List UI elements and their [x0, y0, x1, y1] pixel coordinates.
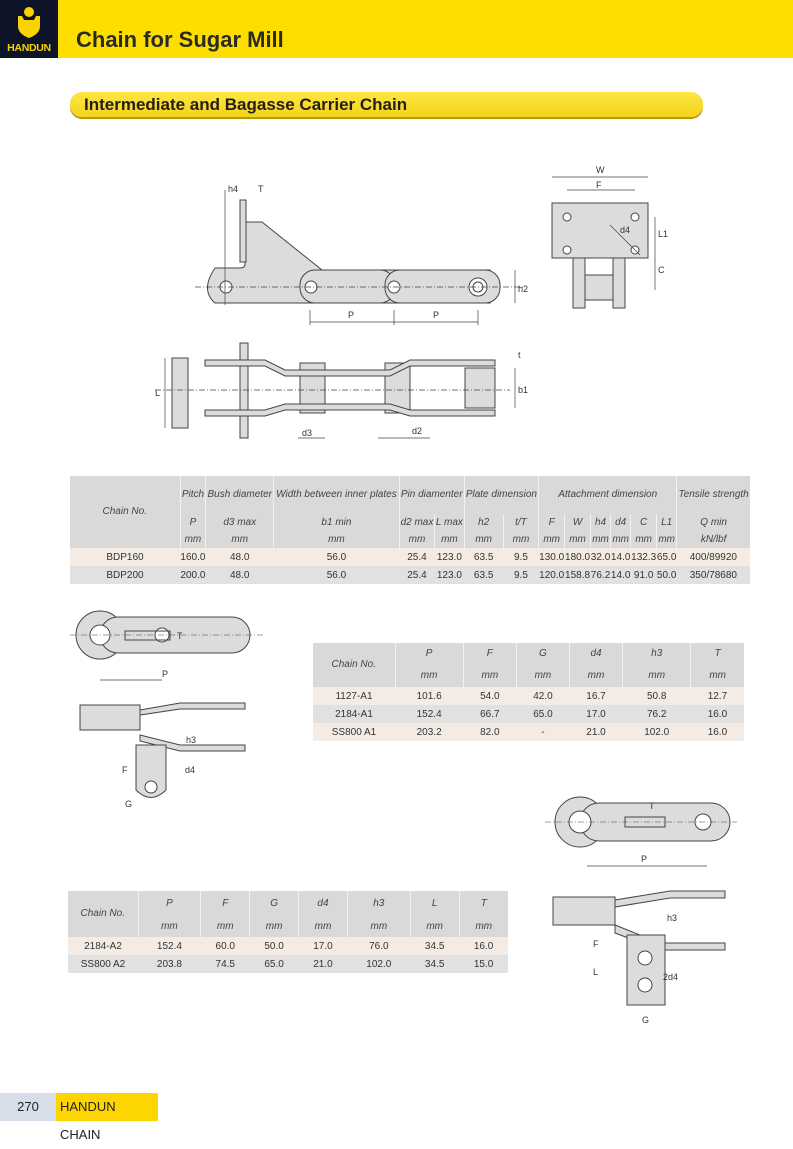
unit: mm: [435, 532, 464, 548]
sym: h3: [347, 891, 410, 917]
cell: 32.0: [590, 548, 610, 566]
label-f: F: [593, 939, 599, 949]
table-row: [313, 687, 744, 705]
label-t: T: [177, 631, 183, 641]
sym: b1 min: [274, 514, 400, 532]
table-row: [70, 566, 750, 584]
cell: 60.0: [201, 937, 250, 955]
table-row: [313, 705, 744, 723]
handun-logo: [0, 0, 58, 58]
cell: 82.0: [463, 723, 516, 741]
cell: 16.7: [569, 687, 622, 705]
a2-attachment-diagram: [545, 785, 740, 1025]
unit: mm: [250, 917, 299, 937]
sym: h4: [590, 514, 610, 532]
unit: mm: [503, 532, 539, 548]
label-g: G: [125, 799, 133, 809]
shield-gear-icon: [17, 4, 41, 38]
unit: mm: [463, 665, 516, 687]
table-row: [68, 937, 508, 955]
cell: 16.0: [691, 723, 744, 741]
sym: L max: [435, 514, 464, 532]
group-bush-diameter: Bush diameter: [206, 476, 274, 514]
cell: 158.8: [565, 566, 591, 584]
unit: mm: [631, 532, 657, 548]
cell: 102.0: [623, 723, 691, 741]
unit: mm: [410, 917, 459, 937]
unit: mm: [459, 917, 508, 937]
cell: 25.4: [399, 548, 434, 566]
cell: 63.5: [464, 548, 503, 566]
table-row: [70, 548, 750, 566]
cell: SS800 A1: [313, 723, 395, 741]
cell: 1127-A1: [313, 687, 395, 705]
sym: d3 max: [206, 514, 274, 532]
section-banner: [70, 92, 703, 117]
cell: -: [516, 723, 569, 741]
cell: 160.0: [180, 548, 206, 566]
sym: Q min: [677, 514, 750, 532]
cell: 34.5: [410, 937, 459, 955]
cell: 2184-A1: [313, 705, 395, 723]
cell: 102.0: [347, 955, 410, 973]
label-p2: P: [433, 310, 440, 320]
sym: P: [395, 643, 463, 665]
section-title: Intermediate and Bagasse Carrier Chain: [84, 95, 408, 114]
sym: h3: [623, 643, 691, 665]
sym: F: [463, 643, 516, 665]
sym: d4: [299, 891, 348, 917]
sym: T: [459, 891, 508, 917]
a2-spec-table: [68, 891, 508, 973]
label-l: L: [593, 967, 599, 977]
group-pitch: Pitch: [180, 476, 206, 514]
table-row: [68, 955, 508, 973]
sym: F: [539, 514, 565, 532]
cell: 2184-A2: [68, 937, 138, 955]
sym: h2: [464, 514, 503, 532]
cell: 123.0: [435, 548, 464, 566]
page-title: Chain for Sugar Mill: [76, 27, 284, 52]
cell: 65.0: [516, 705, 569, 723]
unit: mm: [464, 532, 503, 548]
unit: mm: [180, 532, 206, 548]
label-h4: h4: [228, 184, 239, 194]
label-d4: d4: [185, 765, 196, 775]
cell: 203.8: [138, 955, 201, 973]
cell: 180.0: [565, 548, 591, 566]
cell: 76.2: [590, 566, 610, 584]
cell: 54.0: [463, 687, 516, 705]
unit: mm: [299, 917, 348, 937]
cell: 203.2: [395, 723, 463, 741]
sym: P: [138, 891, 201, 917]
cell: 25.4: [399, 566, 434, 584]
label-p: P: [641, 854, 648, 864]
chain-side-view-diagram: [190, 160, 530, 330]
col-chain-no: Chain No.: [313, 643, 395, 687]
cell: 400/89920: [677, 548, 750, 566]
cell: 15.0: [459, 955, 508, 973]
sym: d2 max: [399, 514, 434, 532]
group-attachment-dimension: Attachment dimension: [539, 476, 677, 514]
cell: 56.0: [274, 566, 400, 584]
cell: 152.4: [395, 705, 463, 723]
cell: BDP160: [70, 548, 180, 566]
a1-spec-table: [313, 643, 744, 741]
label-f: F: [596, 180, 602, 190]
sym: P: [180, 514, 206, 532]
unit: mm: [201, 917, 250, 937]
cell: 42.0: [516, 687, 569, 705]
cell: 132.3: [631, 548, 657, 566]
unit: kN/lbf: [677, 532, 750, 548]
cell: 21.0: [569, 723, 622, 741]
label-w: W: [596, 165, 605, 175]
unit: mm: [691, 665, 744, 687]
cell: 123.0: [435, 566, 464, 584]
label-l: L: [155, 388, 161, 398]
cell: 14.0: [611, 566, 631, 584]
chain-end-view-diagram: [540, 165, 670, 315]
unit: mm: [569, 665, 622, 687]
cell: 9.5: [503, 548, 539, 566]
cell: 120.0: [539, 566, 565, 584]
sym: F: [201, 891, 250, 917]
label-d4: d4: [620, 225, 631, 235]
cell: 152.4: [138, 937, 201, 955]
footer-brand: HANDUN CHAIN: [56, 1093, 158, 1121]
cell: 17.0: [299, 937, 348, 955]
cell: 34.5: [410, 955, 459, 973]
sym: C: [631, 514, 657, 532]
unit: mm: [611, 532, 631, 548]
group-tensile-strength: Tensile strength: [677, 476, 750, 514]
cell: 200.0: [180, 566, 206, 584]
bdp-spec-table: [70, 476, 750, 584]
sym: d4: [611, 514, 631, 532]
cell: 76.0: [347, 937, 410, 955]
page-number: 270: [0, 1093, 56, 1121]
label-2d4: 2d4: [663, 972, 679, 982]
unit: mm: [274, 532, 400, 548]
sym: d4: [569, 643, 622, 665]
label-c: C: [658, 265, 665, 275]
label-l1: L1: [658, 229, 669, 239]
unit: mm: [623, 665, 691, 687]
cell: 48.0: [206, 548, 274, 566]
sym: t/T: [503, 514, 539, 532]
label-h2: h2: [518, 284, 529, 294]
brand-name: HANDUN: [7, 42, 51, 54]
cell: 21.0: [299, 955, 348, 973]
unit: mm: [657, 532, 677, 548]
group-plate-dimension: Plate dimension: [464, 476, 539, 514]
table-row: [313, 723, 744, 741]
cell: 48.0: [206, 566, 274, 584]
sym: L1: [657, 514, 677, 532]
sym: G: [516, 643, 569, 665]
label-d3: d3: [302, 428, 313, 438]
sym: L: [410, 891, 459, 917]
unit: mm: [395, 665, 463, 687]
label-p: P: [162, 669, 169, 679]
col-chain-no: Chain No.: [68, 891, 138, 937]
cell: 50.0: [250, 937, 299, 955]
unit: mm: [347, 917, 410, 937]
cell: 9.5: [503, 566, 539, 584]
label-g: G: [642, 1015, 650, 1025]
cell: 16.0: [691, 705, 744, 723]
cell: 65.0: [657, 548, 677, 566]
unit: mm: [590, 532, 610, 548]
cell: 74.5: [201, 955, 250, 973]
cell: 66.7: [463, 705, 516, 723]
cell: 50.0: [657, 566, 677, 584]
unit: mm: [539, 532, 565, 548]
col-chain-no: Chain No.: [70, 476, 180, 548]
group-pin-diameter: Pin diamenter: [399, 476, 464, 514]
cell: SS800 A2: [68, 955, 138, 973]
cell: 91.0: [631, 566, 657, 584]
unit: mm: [138, 917, 201, 937]
chain-plan-view-diagram: [150, 338, 540, 448]
cell: 76.2: [623, 705, 691, 723]
cell: 130.0: [539, 548, 565, 566]
label-t-small: t: [518, 350, 521, 360]
cell: 56.0: [274, 548, 400, 566]
cell: 65.0: [250, 955, 299, 973]
label-f: F: [122, 765, 128, 775]
cell: 63.5: [464, 566, 503, 584]
unit: mm: [565, 532, 591, 548]
label-b1: b1: [518, 385, 529, 395]
label-h3: h3: [186, 735, 197, 745]
cell: 101.6: [395, 687, 463, 705]
cell: 50.8: [623, 687, 691, 705]
cell: BDP200: [70, 566, 180, 584]
unit: mm: [516, 665, 569, 687]
cell: 14.0: [611, 548, 631, 566]
sym: G: [250, 891, 299, 917]
cell: 350/78680: [677, 566, 750, 584]
page-header: [0, 0, 793, 58]
sym: W: [565, 514, 591, 532]
unit: mm: [206, 532, 274, 548]
label-p1: P: [348, 310, 355, 320]
cell: 12.7: [691, 687, 744, 705]
unit: mm: [399, 532, 434, 548]
label-t: T: [649, 801, 655, 811]
sym: T: [691, 643, 744, 665]
cell: 17.0: [569, 705, 622, 723]
label-t: T: [258, 184, 264, 194]
group-width-between-inner-plates: Width between inner plates: [274, 476, 400, 514]
cell: 16.0: [459, 937, 508, 955]
label-d2: d2: [412, 426, 423, 436]
label-h3: h3: [667, 913, 678, 923]
a1-attachment-diagram: [70, 605, 270, 815]
